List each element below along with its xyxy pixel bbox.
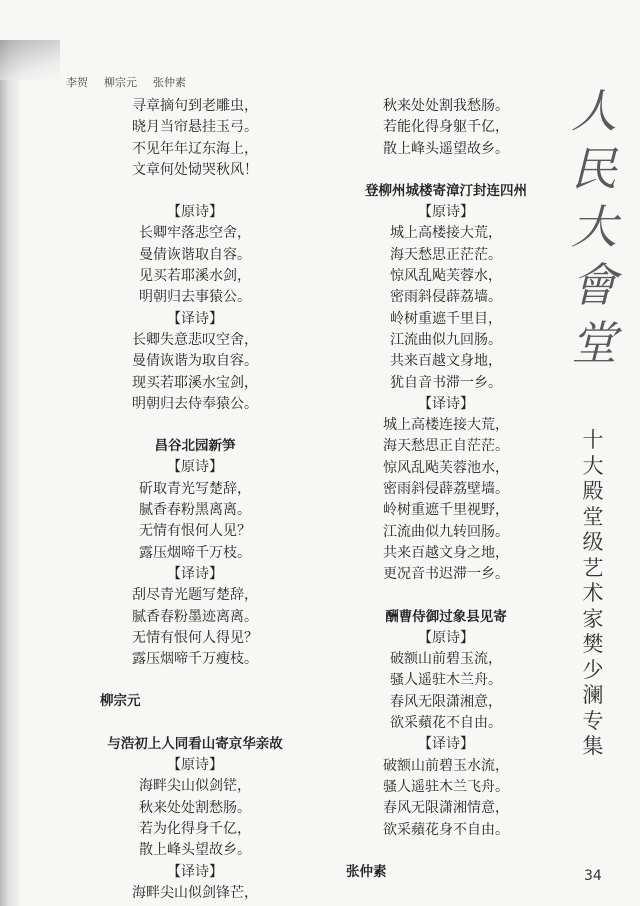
subtitle-char: 专 xyxy=(582,708,604,733)
section-spacer xyxy=(346,586,546,607)
poem-line: 无情有恨何人得见？ xyxy=(132,629,258,646)
section-spacer xyxy=(100,415,290,436)
poem-line: 共来百越文身之地， xyxy=(383,544,509,561)
brand-char: 堂 xyxy=(571,316,617,370)
subtitle-char: 澜 xyxy=(582,683,604,707)
subtitle-char: 大 xyxy=(582,453,604,478)
section-spacer xyxy=(100,181,290,202)
poem-line: 江流曲似九转回肠。 xyxy=(383,523,509,540)
brand-calligraphy xyxy=(562,82,626,372)
poem-line: 犹自音书滞一乡。 xyxy=(390,374,502,391)
poem-line: 无情有恨何人见？ xyxy=(139,523,251,540)
subtitle-char: 艺 xyxy=(582,555,604,580)
poem-line: 共来百越文身地， xyxy=(390,353,502,370)
section-spacer xyxy=(100,713,290,734)
book-spine-shadow xyxy=(0,40,20,906)
brand-char: 民 xyxy=(571,142,617,196)
poem-line: 见买若耶溪水剑， xyxy=(139,268,251,285)
subtitle-char: 樊 xyxy=(582,632,604,656)
poem-line: 海畔尖山似剑铓， xyxy=(139,778,251,795)
poem-line: 密雨斜侵薜荔壁墙。 xyxy=(383,481,509,498)
poem-title: 登柳州城楼寄漳汀封连四州 xyxy=(365,182,527,199)
poem-line: 海天愁思正茫茫。 xyxy=(390,246,502,263)
poem-line: 惊风乱飐芙蓉池水， xyxy=(383,459,509,476)
poem-line: 春风无限潇湘情意， xyxy=(383,800,509,817)
poem-line: 斫取青光写楚辞， xyxy=(139,480,251,497)
poem-line: 刮尽青光题写楚辞， xyxy=(132,587,258,604)
poem-line: 秋来处处割愁肠。 xyxy=(139,799,251,816)
poem-line: 露压烟啼千万枝。 xyxy=(139,544,251,561)
section-label: 【译诗】 xyxy=(167,310,223,327)
poem-line: 若为化得身千亿， xyxy=(139,820,251,837)
section-spacer xyxy=(346,160,546,181)
left-text-column xyxy=(100,96,290,904)
poem-title: 与浩初上人同看山寄京华亲故 xyxy=(107,735,283,752)
section-label: 【译诗】 xyxy=(418,736,474,753)
vertical-subtitle xyxy=(578,428,608,760)
poem-line: 岭树重遮千里视野， xyxy=(383,502,509,519)
running-head-item: 李贺 xyxy=(66,76,88,89)
subtitle-char: 少 xyxy=(582,657,604,682)
poem-line: 骚人遥驻木兰舟。 xyxy=(390,672,502,689)
poem-line: 春风无限潇湘意， xyxy=(390,693,502,710)
poem-line: 城上高楼接大荒， xyxy=(390,225,502,242)
poem-line: 海天愁思正自茫茫。 xyxy=(383,438,509,455)
brand-char: 大 xyxy=(571,200,617,254)
author-name: 张仲素 xyxy=(346,863,387,880)
poem-line: 江流曲似九回肠。 xyxy=(390,331,502,348)
poem-line: 曼倩诙谐取自容。 xyxy=(139,246,251,263)
poem-title: 酬曹侍御过象县见寄 xyxy=(385,608,507,625)
subtitle-char: 十 xyxy=(582,428,604,452)
subtitle-char: 殿 xyxy=(582,479,604,503)
poem-line: 明朝归去事猿公。 xyxy=(139,289,251,306)
section-label: 【原诗】 xyxy=(167,757,223,774)
section-label: 【译诗】 xyxy=(418,395,474,412)
section-label: 【原诗】 xyxy=(167,204,223,221)
poem-line: 长卿牢落悲空舍， xyxy=(139,225,251,242)
poem-line: 城上高楼连接大荒， xyxy=(383,417,509,434)
poem-line: 腻香春粉黑离离。 xyxy=(139,502,251,519)
section-label: 【原诗】 xyxy=(167,459,223,476)
page-fold-shadow xyxy=(0,40,60,80)
poem-line: 欲采蘋花不自由。 xyxy=(390,715,502,732)
running-head-item: 张仲素 xyxy=(153,76,186,89)
brand-char: 會 xyxy=(571,258,617,312)
section-label: 【原诗】 xyxy=(418,204,474,221)
poem-line: 现买若耶溪水宝剑， xyxy=(132,374,258,391)
poem-line: 曼倩诙谐为取自容。 xyxy=(132,353,258,370)
poem-line: 寻章摘句到老雕虫， xyxy=(132,98,258,114)
poem-line: 更况音书迟滞一乡。 xyxy=(383,566,509,583)
right-text-column xyxy=(346,96,546,883)
subtitle-char: 集 xyxy=(582,734,604,758)
subtitle-char: 家 xyxy=(582,606,604,631)
poem-line: 海畔尖山似剑锋芒， xyxy=(132,884,258,901)
poem-line: 文章何处恸哭秋风！ xyxy=(132,161,258,178)
poem-line: 破额山前碧玉流， xyxy=(390,651,502,668)
poem-line: 长卿失意悲叹空舍， xyxy=(132,331,258,348)
subtitle-char: 级 xyxy=(582,530,604,554)
poem-line: 欲采蘋花身不自由。 xyxy=(383,821,509,838)
running-head-item: 柳宗元 xyxy=(104,76,137,89)
brand-char: 人 xyxy=(571,84,617,138)
poem-line: 骚人遥驻木兰飞舟。 xyxy=(383,778,509,795)
section-label: 【原诗】 xyxy=(418,629,474,646)
poem-line: 惊风乱飐芙蓉水， xyxy=(390,268,502,285)
poem-line: 明朝归去侍奉猿公。 xyxy=(132,395,258,412)
poem-title: 昌谷北园新笋 xyxy=(154,438,236,455)
author-name: 柳宗元 xyxy=(100,693,141,710)
section-spacer xyxy=(100,670,290,691)
section-spacer xyxy=(346,841,546,862)
section-label: 【译诗】 xyxy=(167,863,223,880)
poem-line: 若能化得身躯千亿， xyxy=(383,119,509,136)
poem-line: 散上峰头望故乡。 xyxy=(139,842,251,859)
poem-line: 不见年年辽东海上， xyxy=(132,140,258,157)
section-label: 【译诗】 xyxy=(167,565,223,582)
poem-line: 破额山前碧玉水流， xyxy=(383,757,509,774)
poem-line: 露压烟啼千万瘦枝。 xyxy=(132,651,258,668)
poem-line: 腻香春粉墨迹离离。 xyxy=(132,608,258,625)
poem-line: 岭树重遮千里目， xyxy=(390,310,502,327)
page-number: 34 xyxy=(584,868,602,884)
subtitle-char: 术 xyxy=(582,581,604,605)
subtitle-char: 堂 xyxy=(582,504,604,529)
poem-line: 散上峰头遥望故乡。 xyxy=(383,140,509,157)
poem-line: 秋来处处割我愁肠。 xyxy=(383,98,509,114)
running-head xyxy=(66,74,186,90)
poem-line: 密雨斜侵薜荔墙。 xyxy=(390,289,502,306)
poem-line: 晓月当帘悬挂玉弓。 xyxy=(132,119,258,136)
